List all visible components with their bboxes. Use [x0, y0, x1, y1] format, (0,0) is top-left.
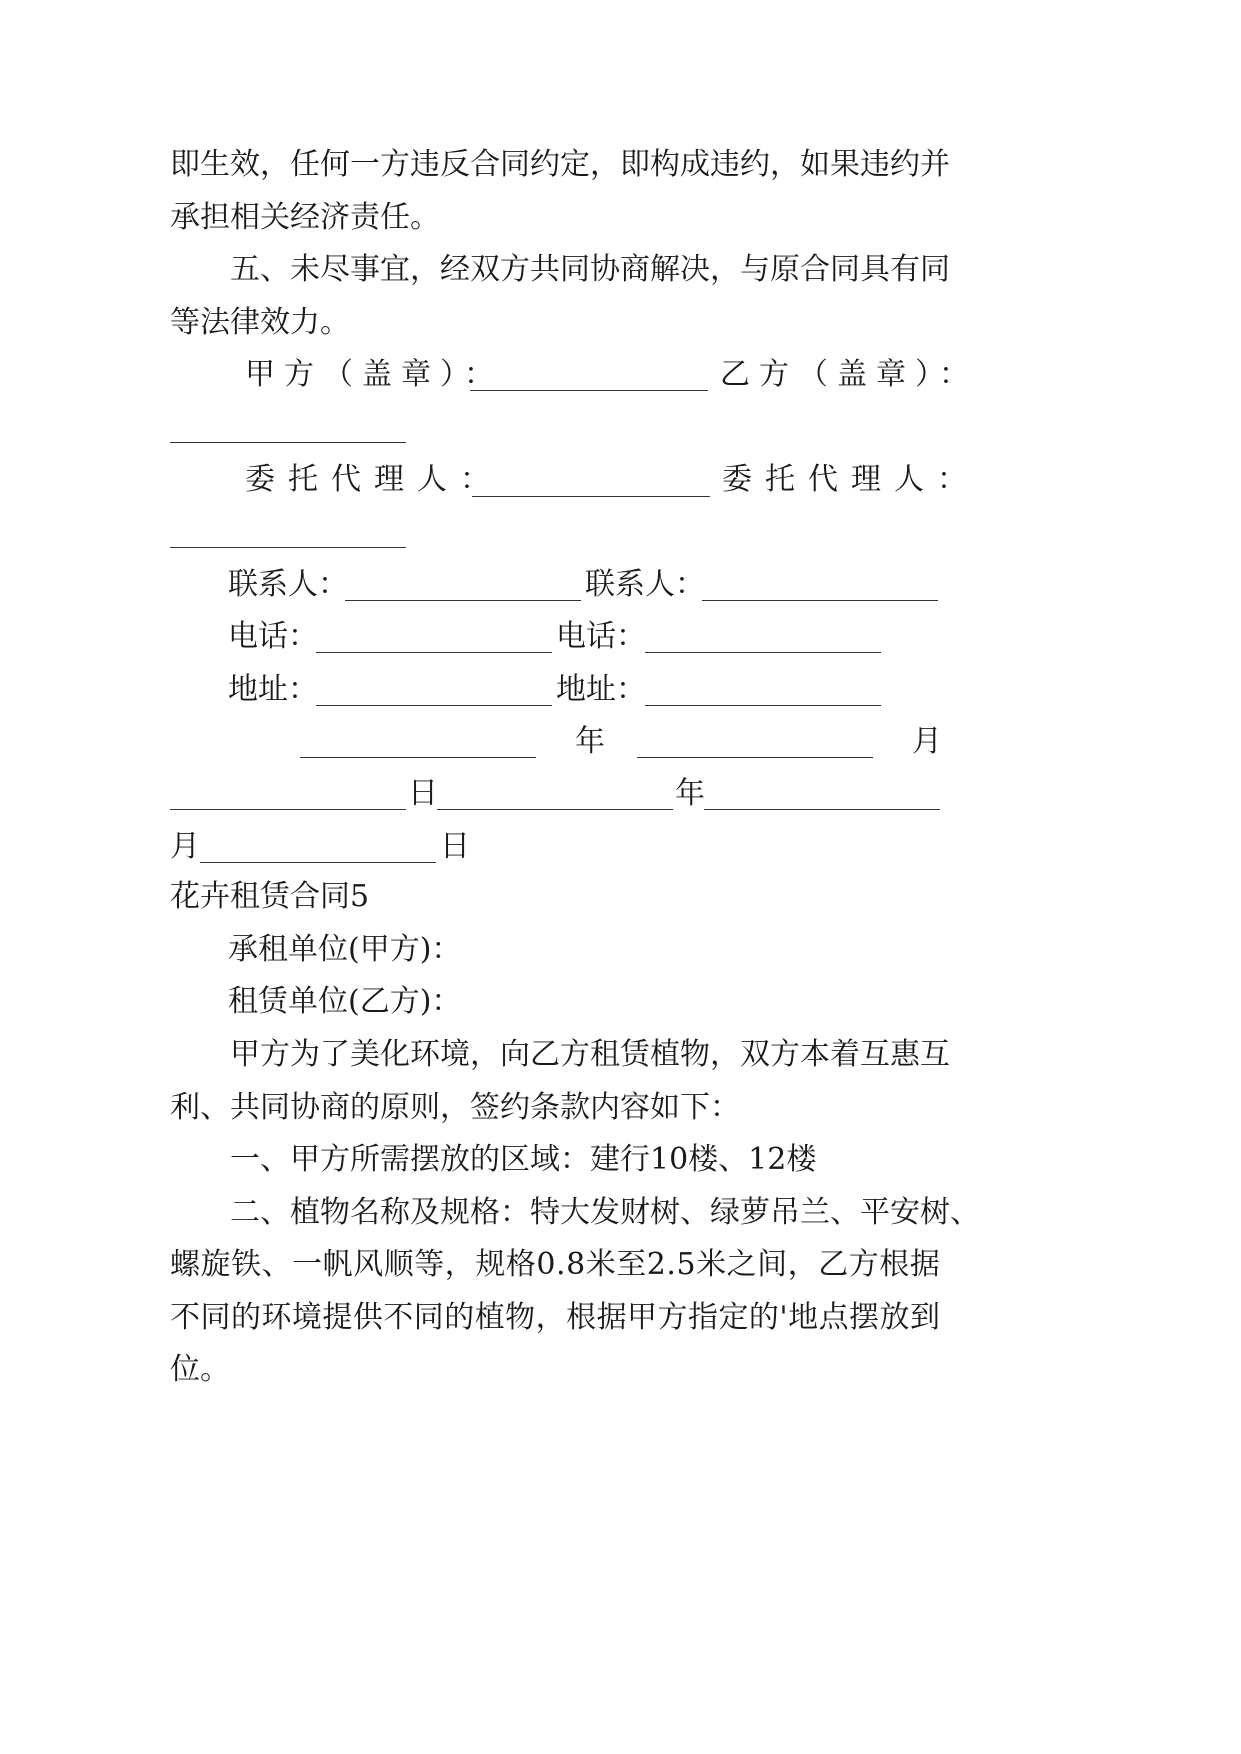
phone-a-label: 电话： [228, 619, 318, 654]
party-b-seal-label: 乙方（盖章）： [720, 357, 978, 392]
paragraph-line: 不 同 的 环 境 提 供 不 同 的 植 物 ， 根 据 甲 方 指 定 的 ' 地 点 摆 放 到 [170, 1300, 940, 1335]
phone-b-blank[interactable] [645, 622, 881, 653]
date-day-blank[interactable] [170, 779, 406, 810]
agent-a-blank[interactable] [472, 466, 710, 497]
date-day-b-blank[interactable] [200, 832, 436, 863]
month-b-label: 月 [170, 829, 200, 864]
agent-a-label: 委托代理人： [245, 462, 503, 497]
paragraph-line: 利、共同协商的原则，签约条款内容如下： [170, 1090, 740, 1125]
address-a-blank[interactable] [316, 675, 552, 706]
date-month-b-blank[interactable] [704, 779, 940, 810]
month-label: 月 [912, 724, 942, 759]
paragraph-line: 承担相关经济责任。 [170, 200, 440, 235]
paragraph-line: 即 生 效 ， 任 何 一 方 违 反 合 同 约 定 ， 即 构 成 违 约 ， 如 果 违 约 并 [170, 147, 950, 182]
contact-b-label: 联系人： [585, 567, 705, 602]
party-a-seal-blank[interactable] [470, 360, 708, 391]
phone-b-label: 电话： [556, 619, 646, 654]
contact-a-label: 联系人： [228, 567, 348, 602]
party-a-seal-label: 甲方（盖章）： [245, 357, 503, 392]
lessor-label: 租赁单位(乙方)： [228, 984, 462, 1019]
paragraph-line: 二 、 植 物 名 称 及 规 格 ： 特 大 发 财 树 、 绿 萝 吊 兰 、 平 安 树 、 [230, 1195, 980, 1230]
phone-a-blank[interactable] [316, 622, 552, 653]
address-b-label: 地址： [556, 672, 646, 707]
agent-b-blank[interactable] [170, 517, 406, 548]
party-b-seal-blank[interactable] [170, 412, 406, 443]
date-year-blank[interactable] [300, 727, 536, 758]
paragraph-line: 位。 [170, 1352, 230, 1387]
paragraph-line: 甲 方 为 了 美 化 环 境 ， 向 乙 方 租 赁 植 物 ， 双 方 本 着 互 惠 互 [230, 1037, 950, 1072]
agent-b-label: 委托代理人： [722, 462, 980, 497]
date-year-b-blank[interactable] [437, 779, 673, 810]
lessee-label: 承租单位(甲方)： [228, 932, 462, 967]
address-a-label: 地址： [228, 672, 318, 707]
clause-1: 一、甲方所需摆放的区域：建行10楼、12楼 [230, 1142, 817, 1177]
contract-title: 花卉租赁合同5 [170, 879, 370, 914]
day-label: 日 [408, 776, 438, 811]
day-b-label: 日 [440, 829, 470, 864]
contact-a-blank[interactable] [345, 570, 581, 601]
paragraph-line: 螺 旋 铁 、 一 帆 风 顺 等 ， 规 格 0 . 8 米 至 2 . 5 米 之 间 ， 乙 方 根 据 [170, 1247, 940, 1282]
date-month-blank[interactable] [637, 727, 873, 758]
contact-b-blank[interactable] [702, 570, 938, 601]
year-b-label: 年 [675, 776, 705, 811]
paragraph-line: 等法律效力。 [170, 305, 350, 340]
address-b-blank[interactable] [645, 675, 881, 706]
paragraph-line: 五 、 未 尽 事 宜 ， 经 双 方 共 同 协 商 解 决 ， 与 原 合 同 具 有 同 [230, 252, 950, 287]
year-label: 年 [575, 724, 605, 759]
